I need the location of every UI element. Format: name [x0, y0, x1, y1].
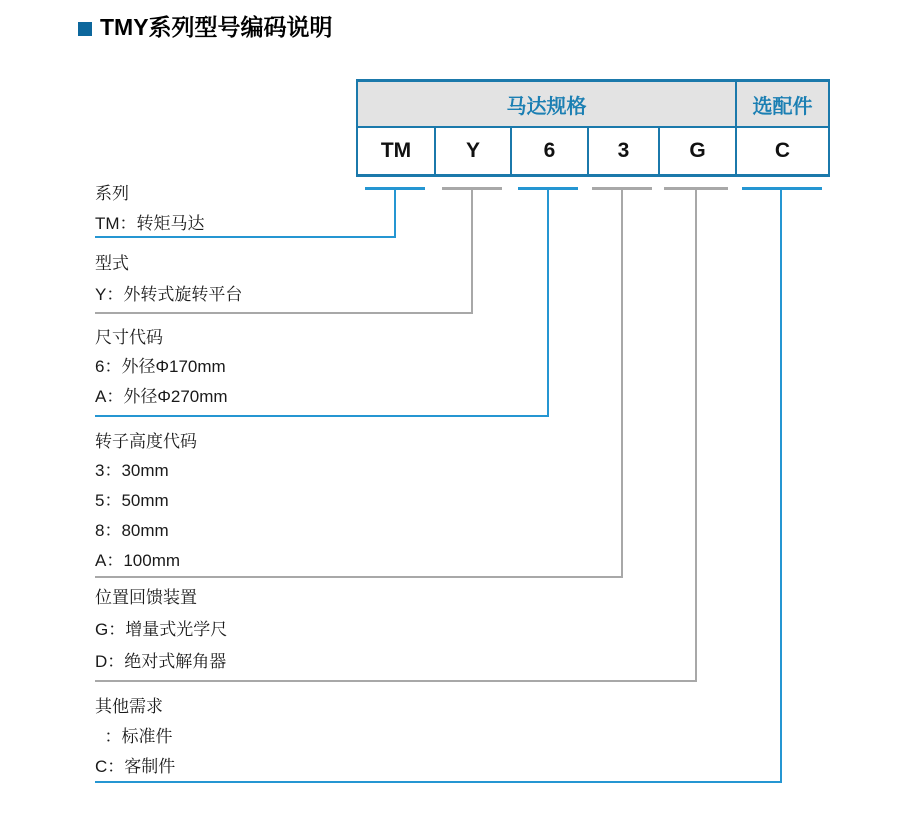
table-header-row: [358, 82, 828, 126]
block-item-size-a: A：外径Φ270mm: [95, 387, 228, 406]
connector-bar-option: [742, 187, 822, 190]
block-label-feedback: 位置回馈装置: [95, 588, 197, 607]
block-item-feedback-g: G：增量式光学尺: [95, 620, 228, 639]
block-label-height: 转子高度代码: [95, 432, 197, 451]
connector-line-type: [471, 187, 473, 314]
block-item-option-custom: C：客制件: [95, 757, 176, 776]
code-cell-size: 6: [510, 128, 587, 174]
code-cell-type: Y: [434, 128, 510, 174]
code-cell-option: C: [735, 128, 828, 174]
block-item-feedback-d: D：绝对式解角器: [95, 652, 227, 671]
connector-line-series: [394, 187, 396, 238]
block-item-size-6: 6：外径Φ170mm: [95, 357, 226, 376]
connector-line-feedback: [695, 187, 697, 682]
code-cell-height: 3: [587, 128, 658, 174]
table-header-accessory: 选配件: [735, 82, 828, 126]
block-underline-feedback: [95, 680, 697, 682]
block-underline-height: [95, 576, 623, 578]
block-label-series: 系列: [95, 184, 129, 203]
table-header-motor-spec: 马达规格: [506, 95, 587, 118]
block-underline-size: [95, 415, 549, 417]
block-item-height-5: 5：50mm: [95, 491, 169, 510]
code-cell-series: TM: [380, 139, 412, 162]
block-underline-series: [95, 236, 396, 238]
block-label-option: 其他需求: [95, 697, 163, 716]
block-item-height-a: A：100mm: [95, 551, 181, 570]
connector-line-height: [621, 187, 623, 578]
block-label-type: 型式: [95, 254, 129, 273]
table-code-row: [358, 126, 828, 174]
block-item-height-3: 3：30mm: [95, 461, 169, 480]
block-underline-option: [95, 781, 782, 783]
page-title: TMY系列型号编码说明: [100, 14, 333, 40]
block-item-series-tm: TM：转矩马达: [95, 214, 205, 233]
block-underline-type: [95, 312, 473, 314]
connector-line-option: [780, 187, 782, 783]
model-code-table: [356, 79, 830, 177]
connector-line-size: [547, 187, 549, 417]
block-label-size: 尺寸代码: [95, 328, 163, 347]
block-item-option-standard: ：标准件: [95, 727, 173, 746]
block-item-height-8: 8：80mm: [95, 521, 169, 540]
title-bullet-icon: [78, 22, 92, 36]
code-cell-feedback: G: [658, 128, 735, 174]
block-item-type-y: Y：外转式旋转平台: [95, 285, 243, 304]
